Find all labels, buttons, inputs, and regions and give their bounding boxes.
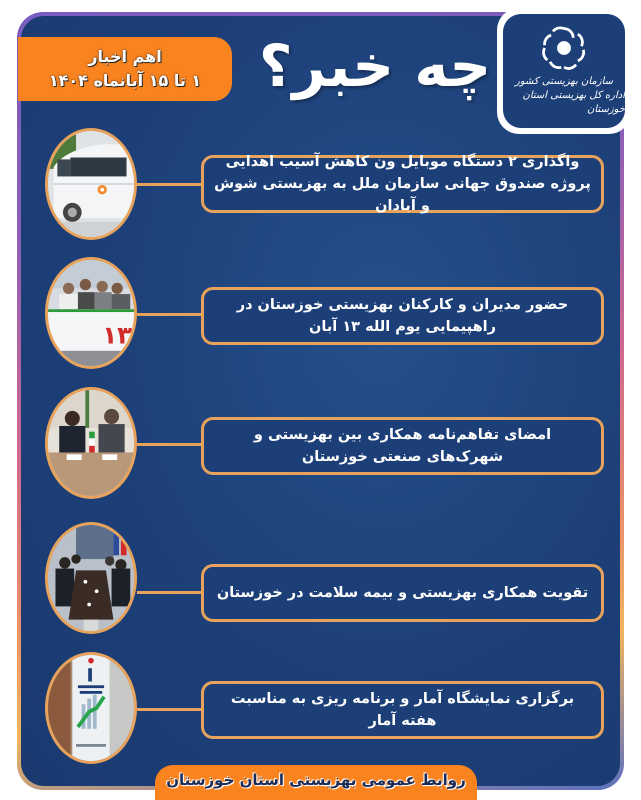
signing-agreement-photo: [48, 390, 134, 496]
news-headline-box: [201, 417, 604, 475]
welfare-flower-emblem-icon: [541, 25, 587, 71]
news-headline: برگزاری نمایشگاه آمار و برنامه ریزی به مناسبت هفته آمار: [230, 691, 575, 729]
news-photo-meeting: [45, 522, 137, 634]
connector-line: [137, 183, 201, 186]
meeting-table-photo: [48, 525, 134, 631]
page-title: چه خبر؟: [258, 32, 492, 100]
news-headline-box: [201, 564, 604, 622]
news-item: [0, 522, 641, 642]
news-headline-box: [201, 681, 604, 739]
statistics-exhibition-banner-photo: [48, 655, 134, 761]
news-photo-march: [45, 257, 137, 369]
connector-line: [137, 313, 201, 316]
news-headline-box: [201, 155, 604, 213]
svg-text:۱۳: ۱۳: [102, 320, 133, 350]
news-photo-van: [45, 128, 137, 240]
footer-credit: روابط عمومی بهزیستی استان خوزستان: [166, 771, 466, 789]
news-headline: امضای تفاهم‌نامه همکاری بین بهزیستی و شهرک‌های صنعتی خوزستان: [253, 427, 552, 465]
news-photo-exhibition: [45, 652, 137, 764]
footer-credit-badge: [155, 765, 477, 800]
news-headline: واگذاری ۲ دستگاه موبایل ون کاهش آسیب اهدایی پروژه صندوق جهانی سازمان ملل به بهزیستی شوش و آبادان: [214, 154, 591, 214]
news-headline-box: [201, 287, 604, 345]
date-range-badge: [18, 37, 232, 101]
date-box-range: ۱ تا ۱۵ آبانماه ۱۴۰۴: [48, 71, 202, 90]
connector-line: [137, 708, 201, 711]
news-headline: حضور مدیران و کارکنان بهزیستی خوزستان در راهپیمایی یوم الله ۱۳ آبان: [236, 297, 569, 335]
logo-office-name: اداره کل بهزیستی استان خوزستان: [522, 90, 625, 115]
organization-logo-card: [497, 8, 631, 134]
news-item: [0, 652, 641, 772]
news-headline: تقویت همکاری بهزیستی و بیمه سلامت در خوزستان: [216, 585, 589, 601]
connector-line: [137, 591, 201, 594]
news-photo-signing: [45, 387, 137, 499]
connector-line: [137, 443, 201, 446]
logo-inner: [503, 14, 625, 128]
news-item: [0, 257, 641, 377]
white-mobile-van-photo: [48, 131, 134, 237]
news-item: [0, 128, 641, 248]
logo-org-name: سازمان بهزیستی کشور: [514, 76, 613, 87]
date-box-heading: اهم اخبار: [88, 47, 162, 66]
news-item: [0, 387, 641, 507]
march-banner-13-aban-photo: [48, 260, 134, 366]
